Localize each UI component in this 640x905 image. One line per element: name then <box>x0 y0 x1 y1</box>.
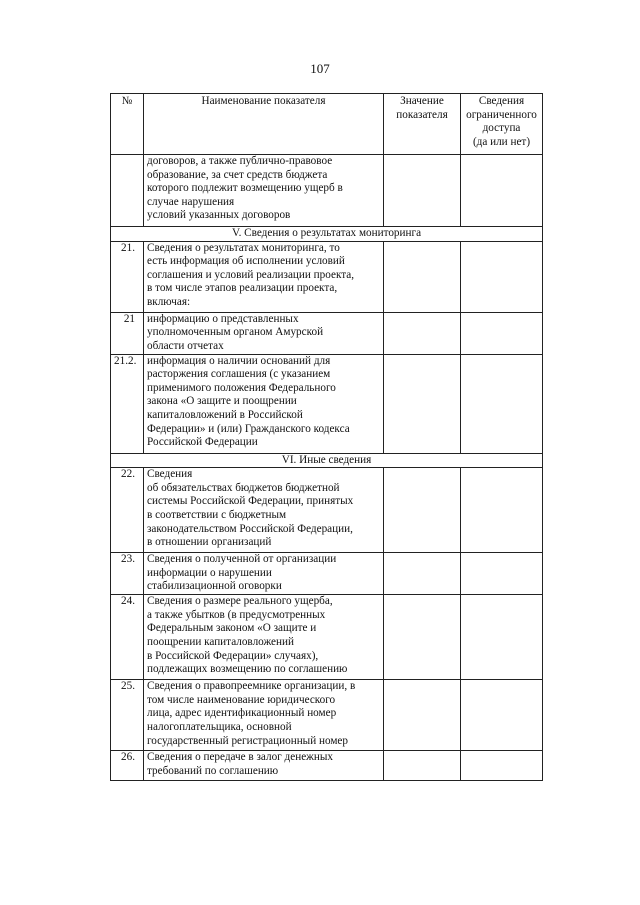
restricted-access-cell <box>461 680 543 751</box>
table-row <box>111 241 543 312</box>
table-header-row <box>111 94 543 155</box>
column-header-name: Наименование показателя <box>144 94 384 155</box>
indicator-value-cell <box>384 680 461 751</box>
restricted-access-cell <box>461 468 543 553</box>
indicator-name: Сведения о полученной от организации информации о нарушении стабилизационной оговорки <box>144 553 384 595</box>
restricted-access-cell <box>461 751 543 781</box>
indicator-name: Сведения о результатах мониторинга, то есть информация об исполнении условий соглашения и условий реализации проекта, в том числе этапов реализации проекта, включая: <box>144 241 384 312</box>
restricted-access-cell <box>461 553 543 595</box>
indicator-value-cell <box>384 241 461 312</box>
row-number: 23. <box>111 553 144 595</box>
restricted-access-cell <box>461 595 543 680</box>
row-number: 21.2. <box>111 354 144 453</box>
row-number: 26. <box>111 751 144 781</box>
table-row <box>111 468 543 553</box>
table-row <box>111 553 543 595</box>
indicator-value-cell <box>384 553 461 595</box>
restricted-access-cell <box>461 354 543 453</box>
indicator-name: информацию о представленных уполномоченным органом Амурской области отчетах <box>144 312 384 354</box>
indicator-name: Сведения об обязательствах бюджетов бюджетной системы Российской Федерации, принятых в соответствии с бюджетным законодательством Российской Федерации, в отношении организаций <box>144 468 384 553</box>
indicators-table <box>110 93 543 781</box>
restricted-access-cell <box>461 241 543 312</box>
indicator-value-cell <box>384 595 461 680</box>
indicator-name: Сведения о размере реального ущерба, а также убытков (в предусмотренных Федеральным законом «О защите и поощрении капиталовложений в Российской Федерации» случаях), подлежащих возмещению по соглашению <box>144 595 384 680</box>
indicator-name: информация о наличии оснований для расторжения соглашения (с указанием применимого положения Федерального закона «О защите и поощрении капиталовложений в Российской Федерации» и (или) Гражданского кодекса Российской Федерации <box>144 354 384 453</box>
table-body <box>111 155 543 781</box>
section-header-row <box>111 227 543 242</box>
table-row <box>111 155 543 227</box>
indicator-value-cell <box>384 155 461 227</box>
section-title: VI. Иные сведения <box>111 453 543 468</box>
table-row <box>111 595 543 680</box>
restricted-access-cell <box>461 312 543 354</box>
table-row <box>111 354 543 453</box>
indicator-value-cell <box>384 751 461 781</box>
indicator-value-cell <box>384 312 461 354</box>
row-number <box>111 155 144 227</box>
column-header-value: Значение показателя <box>384 94 461 155</box>
indicator-value-cell <box>384 354 461 453</box>
row-number: 22. <box>111 468 144 553</box>
column-header-access: Сведения ограниченного доступа (да или нет) <box>461 94 543 155</box>
table-row <box>111 312 543 354</box>
table-row <box>111 680 543 751</box>
indicator-name: Сведения о правопреемнике организации, в том числе наименование юридического лица, адрес идентификационный номер налогоплательщика, основной государственный регистрационный номер <box>144 680 384 751</box>
indicator-name: Сведения о передаче в залог денежных требований по соглашению <box>144 751 384 781</box>
restricted-access-cell <box>461 155 543 227</box>
indicator-value-cell <box>384 468 461 553</box>
row-number: 25. <box>111 680 144 751</box>
row-number: 24. <box>111 595 144 680</box>
indicator-name: договоров, а также публично-правовое образование, за счет средств бюджета которого подлежит возмещению ущерб в случае нарушения условий указанных договоров <box>144 155 384 227</box>
table-row <box>111 751 543 781</box>
page-number: 107 <box>310 61 330 76</box>
column-header-number: № <box>111 94 144 155</box>
row-number: 21 <box>111 312 144 354</box>
section-header-row <box>111 453 543 468</box>
section-title: V. Сведения о результатах мониторинга <box>111 227 543 242</box>
row-number: 21. <box>111 241 144 312</box>
